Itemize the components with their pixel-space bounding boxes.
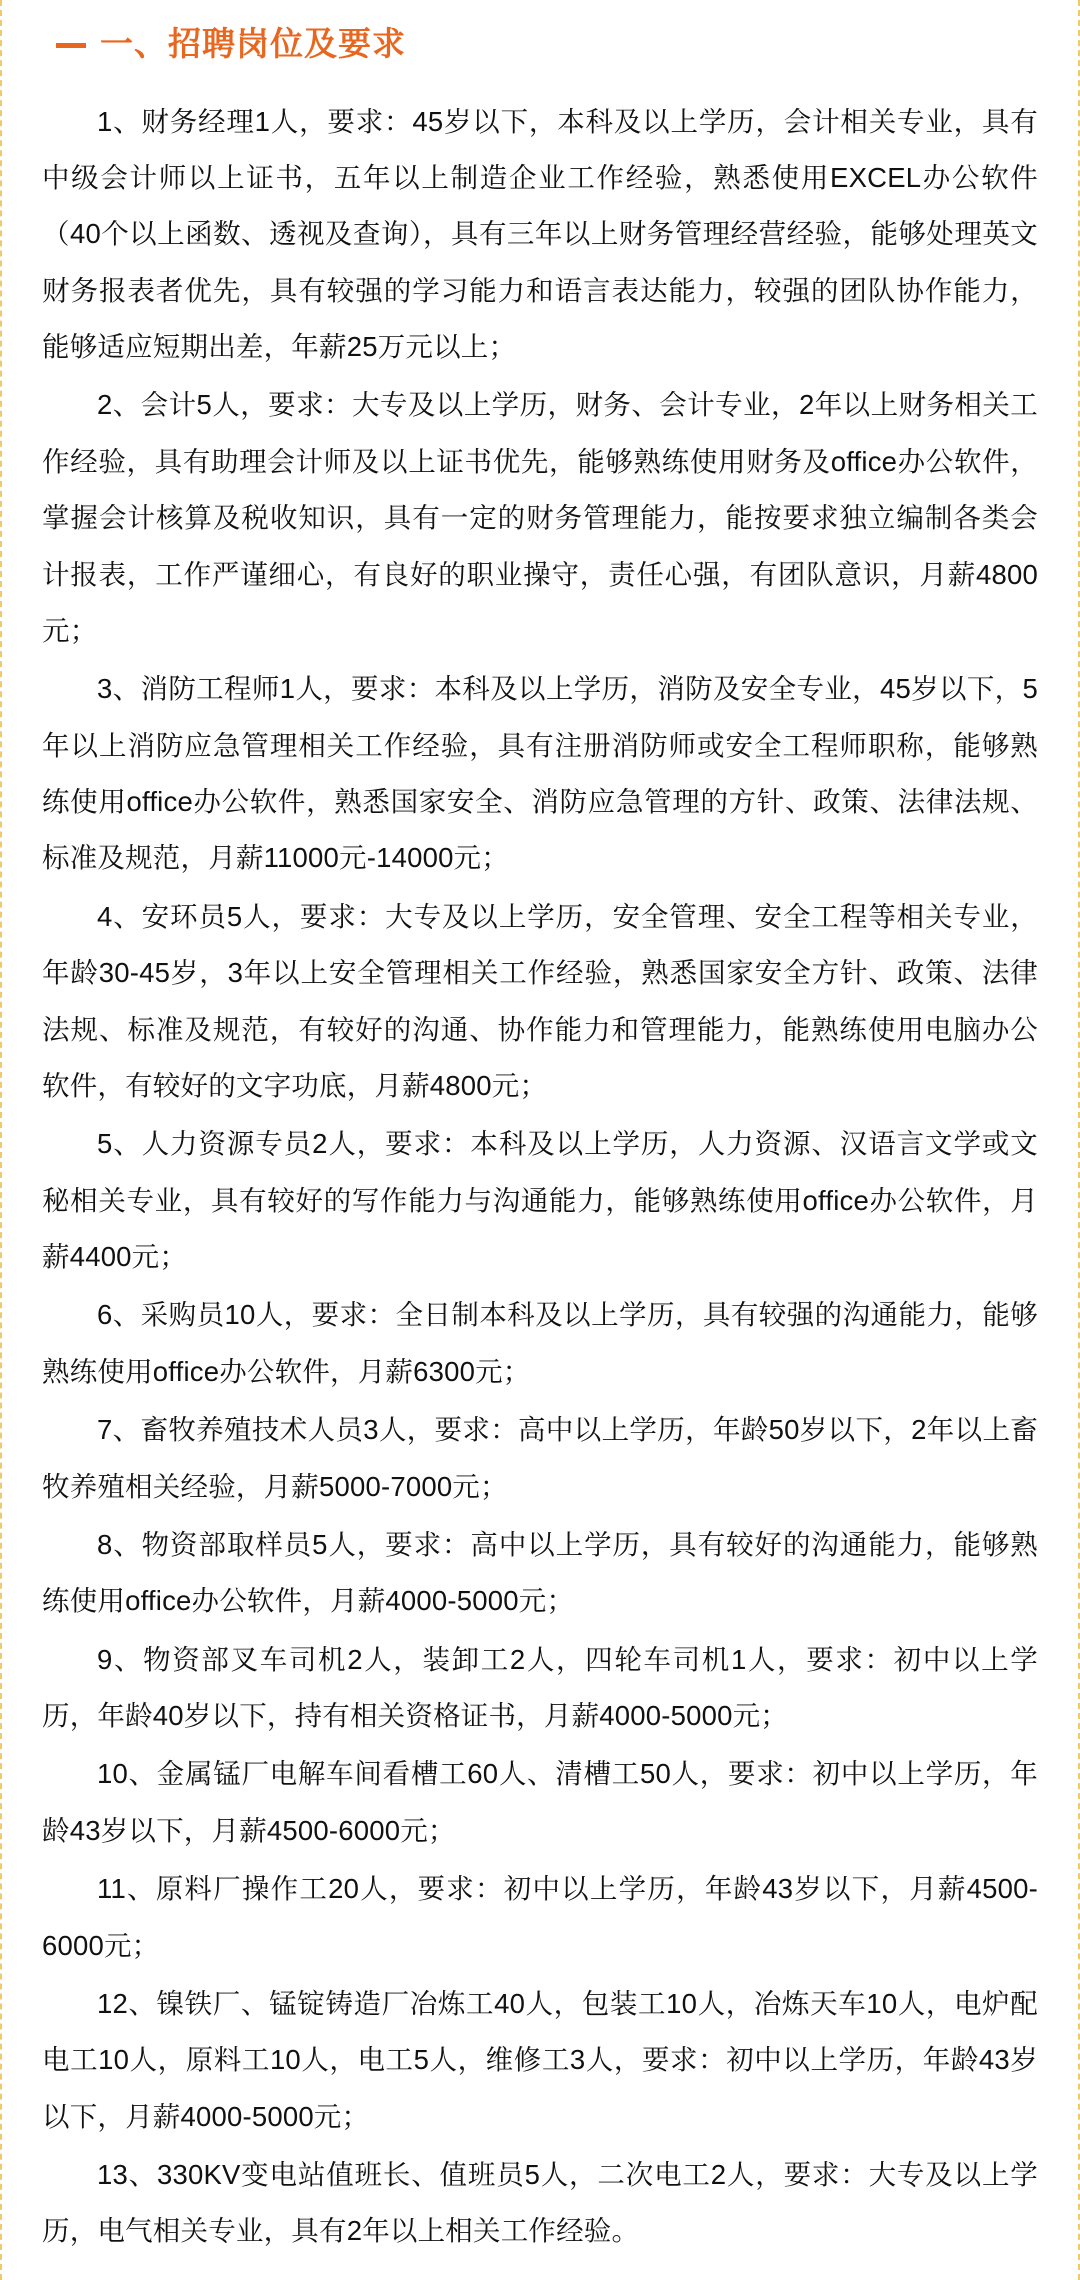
job-item: 13、330KV变电站值班长、值班员5人，二次电工2人，要求：大专及以上学历，电气相关专业，具有2年以上相关工作经验。 [42, 2159, 1038, 2247]
page-title: 一、招聘岗位及要求 [100, 25, 406, 62]
job-item: 2、会计5人，要求：大专及以上学历，财务、会计专业，2年以上财务相关工作经验，具有助理会计师及以上证书优先，能够熟练使用财务及office办公软件，掌握会计核算及税收知识，具有一定的财务管理能力，能按要求独立编制各类会计报表，工作严谨细心，有良好的职业操守，责任心强，有团队意识，月薪4800元； [42, 389, 1038, 646]
job-item: 11、原料厂操作工20人，要求：初中以上学历，年龄43岁以下，月薪4500-6000元； [42, 1873, 1038, 1961]
job-item: 5、人力资源专员2人，要求：本科及以上学历，人力资源、汉语言文学或文秘相关专业，具有较好的写作能力与沟通能力，能够熟练使用office办公软件，月薪4400元； [42, 1128, 1038, 1273]
section-heading [42, 18, 1038, 68]
job-item: 9、物资部叉车司机2人，装卸工2人，四轮车司机1人，要求：初中以上学历，年龄40岁以下，持有相关资格证书，月薪4000-5000元； [42, 1643, 1038, 1732]
job-item: 1、财务经理1人，要求：45岁以下，本科及以上学历，会计相关专业，具有中级会计师以上证书，五年以上制造企业工作经验，熟悉使用EXCEL办公软件（40个以上函数、透视及查询），具有三年以上财务管理经营经验，能够处理英文财务报表者优先，具有较强的学习能力和语言表达能力，较强的团队协作能力，能够适应短期出差，年薪25万元以上； [42, 105, 1038, 363]
job-item: 7、畜牧养殖技术人员3人，要求：高中以上学历，年龄50岁以下，2年以上畜牧养殖相关经验，月薪5000-7000元； [42, 1414, 1038, 1502]
job-item: 12、镍铁厂、锰锭铸造厂冶炼工40人，包装工10人，冶炼天车10人，电炉配电工10人，原料工10人，电工5人，维修工3人，要求：初中以上学历，年龄43岁以下，月薪4000-5000元； [42, 1987, 1038, 2132]
job-item: 4、安环员5人，要求：大专及以上学历，安全管理、安全工程等相关专业，年龄30-45岁，3年以上安全管理相关工作经验，熟悉国家安全方针、政策、法律法规、标准及规范，有较好的沟通、协作能力和管理能力，能熟练使用电脑办公软件，有较好的文字功底，月薪4800元； [42, 900, 1038, 1101]
job-item: 3、消防工程师1人，要求：本科及以上学历，消防及安全专业，45岁以下，5年以上消防应急管理相关工作经验，具有注册消防师或安全工程师职称，能够熟练使用office办公软件，熟悉国家安全、消防应急管理的方针、政策、法律法规、标准及规范，月薪11000元-14000元； [42, 673, 1038, 874]
heading-accent-bar [56, 43, 86, 48]
job-item: 6、采购员10人，要求：全日制本科及以上学历，具有较强的沟通能力，能够熟练使用office办公软件，月薪6300元； [42, 1299, 1038, 1387]
job-item: 8、物资部取样员5人，要求：高中以上学历，具有较好的沟通能力，能够熟练使用office办公软件，月薪4000-5000元； [42, 1528, 1038, 1617]
job-item: 10、金属锰厂电解车间看槽工60人、清槽工50人，要求：初中以上学历，年龄43岁以下，月薪4500-6000元； [42, 1758, 1038, 1846]
document-body [42, 94, 1038, 2260]
